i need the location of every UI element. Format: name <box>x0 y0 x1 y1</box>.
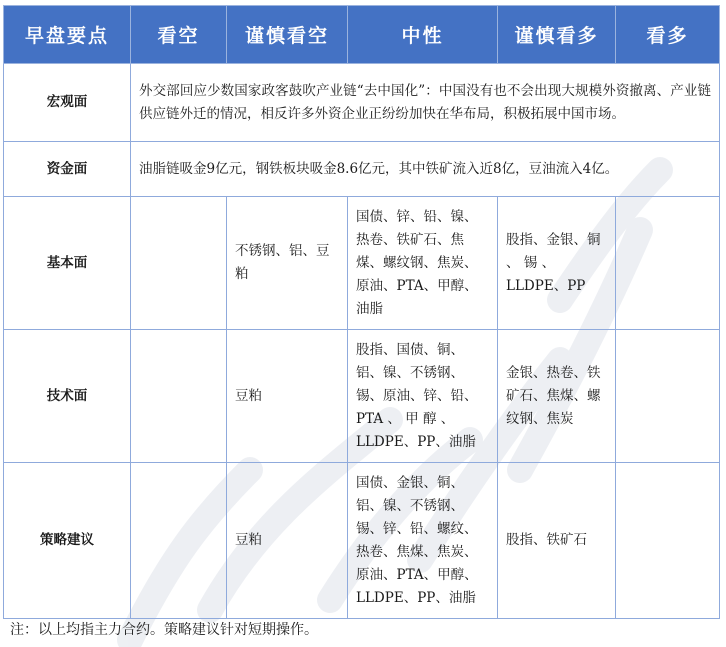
table-row-funds <box>4 142 720 197</box>
technical-bearish <box>131 330 227 463</box>
macro-text: 外交部回应少数国家政客鼓吹产业链“去中国化”：中国没有也不会出现大规模外资撤离、产业链供应链外迁的情况，相反许多外资企业正纷纷加快在华布局，积极拓展中国市场。 <box>131 64 720 142</box>
technical-bullish <box>616 330 720 463</box>
strategy-neutral: 国债、金银、铜、铝、镍、不锈钢、锡、锌、铅、螺纹、热卷、焦煤、焦炭、原油、PTA、甲醇、LLDPE、PP、油脂 <box>348 463 498 619</box>
fundamental-neutral: 国债、锌、铅、镍、热卷、铁矿石、焦煤、螺纹钢、焦炭、原油、PTA、甲醇、油脂 <box>348 197 498 330</box>
technical-neutral: 股指、国债、铜、铝、镍、不锈钢、锡、原油、锌、铅、PTA 、 甲 醇 、LLDPE、PP、油脂 <box>348 330 498 463</box>
technical-cautious-bearish: 豆粕 <box>227 330 348 463</box>
row-label-fundamental: 基本面 <box>4 197 131 330</box>
strategy-bearish <box>131 463 227 619</box>
morning-brief-sheet <box>3 5 719 619</box>
strategy-cautious-bearish: 豆粕 <box>227 463 348 619</box>
morning-brief-table <box>3 5 720 619</box>
strategy-cautious-bullish: 股指、铁矿石 <box>498 463 616 619</box>
table-row-fundamental <box>4 197 720 330</box>
row-label-technical: 技术面 <box>4 330 131 463</box>
header-bearish: 看空 <box>131 6 227 64</box>
footnote: 注：以上均指主力合约。策略建议针对短期操作。 <box>10 622 318 638</box>
fundamental-cautious-bullish: 股指、金银、铜 、 锡 、LLDPE、PP <box>498 197 616 330</box>
header-cautious-bearish: 谨慎看空 <box>227 6 348 64</box>
strategy-bullish <box>616 463 720 619</box>
row-label-strategy: 策略建议 <box>4 463 131 619</box>
fundamental-bearish <box>131 197 227 330</box>
table-row-technical <box>4 330 720 463</box>
funds-text: 油脂链吸金9亿元，钢铁板块吸金8.6亿元，其中铁矿流入近8亿，豆油流入4亿。 <box>131 142 720 197</box>
row-label-funds: 资金面 <box>4 142 131 197</box>
fundamental-bullish <box>616 197 720 330</box>
table-header-row <box>4 6 720 64</box>
header-neutral: 中性 <box>348 6 498 64</box>
table-row-macro <box>4 64 720 142</box>
header-key-points: 早盘要点 <box>4 6 131 64</box>
row-label-macro: 宏观面 <box>4 64 131 142</box>
header-cautious-bullish: 谨慎看多 <box>498 6 616 64</box>
table-row-strategy <box>4 463 720 619</box>
fundamental-cautious-bearish: 不锈钢、铝、豆粕 <box>227 197 348 330</box>
header-bullish: 看多 <box>616 6 720 64</box>
technical-cautious-bullish: 金银、热卷、铁矿石、焦煤、螺纹钢、焦炭 <box>498 330 616 463</box>
